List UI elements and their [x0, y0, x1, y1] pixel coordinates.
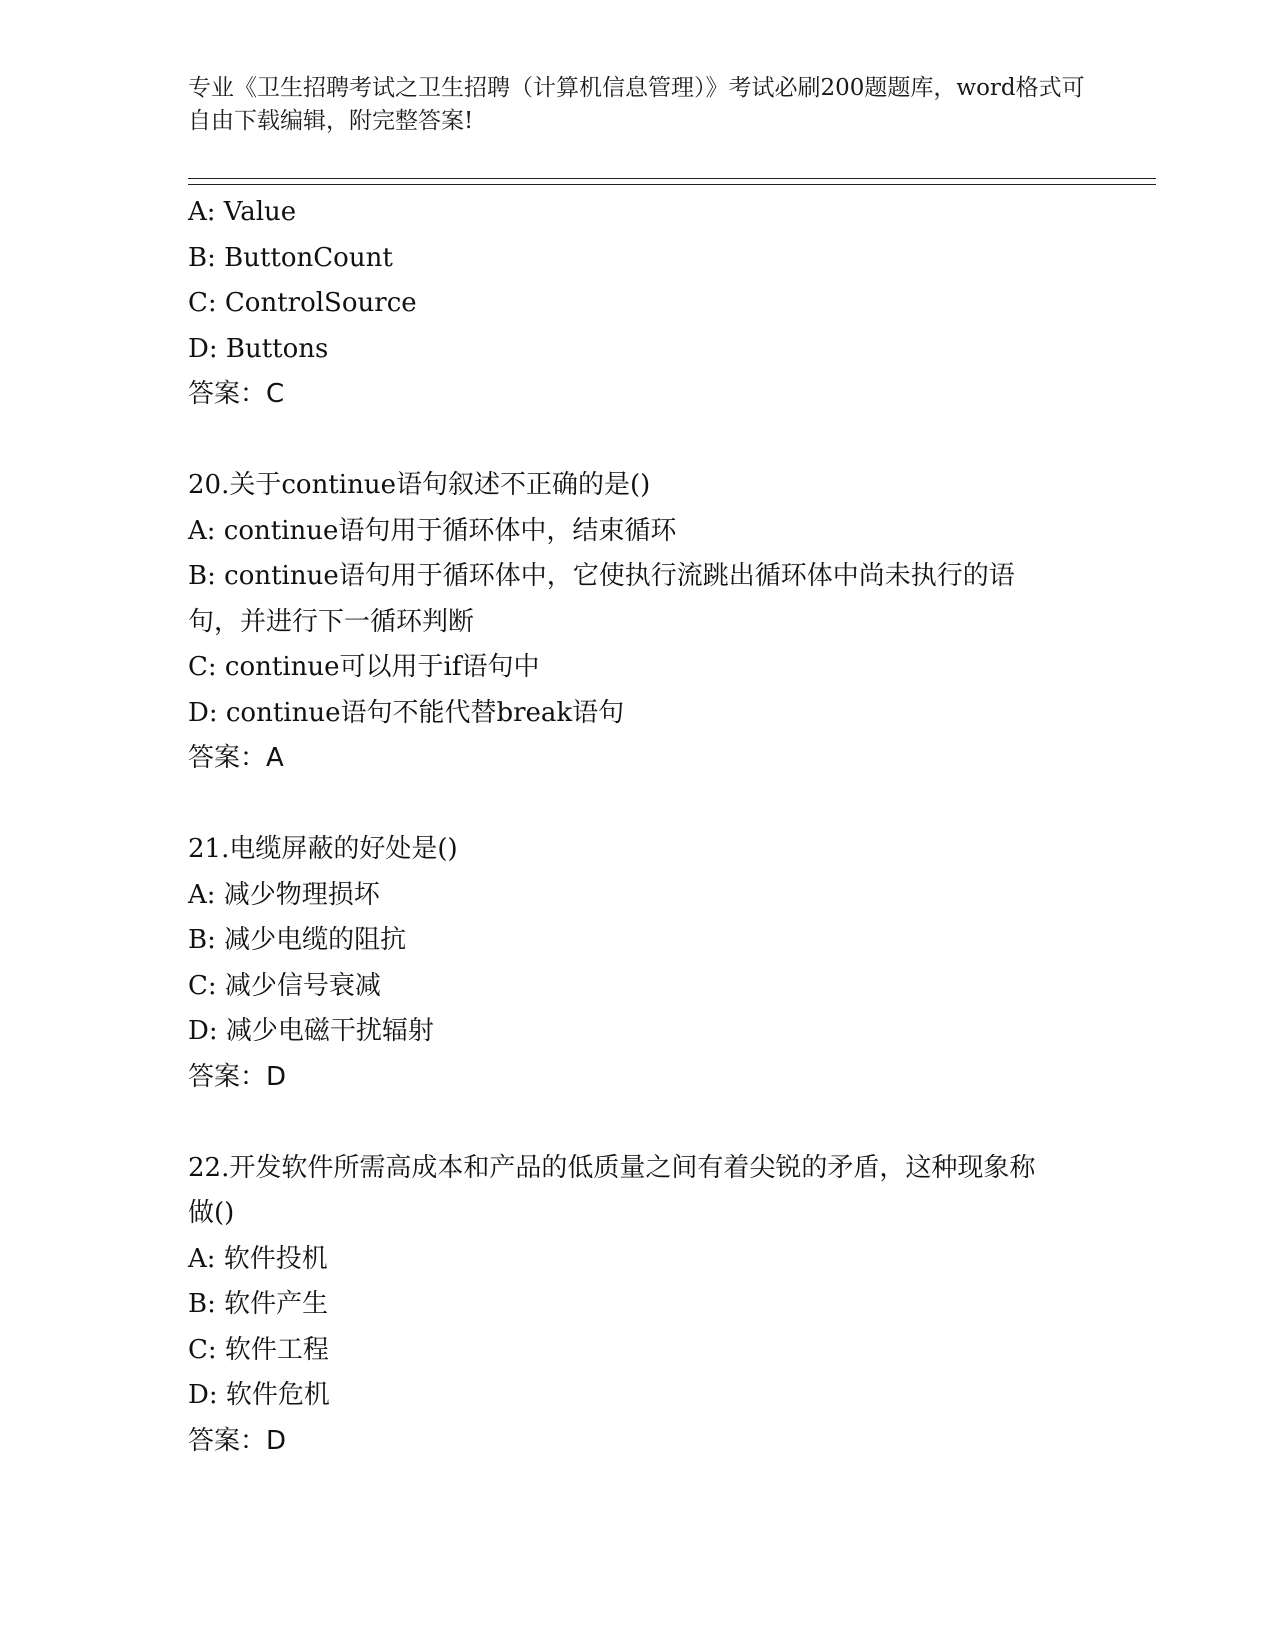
option-a: A: continue语句用于循环体中，结束循环 [188, 515, 677, 546]
option-d: D: Buttons [188, 333, 329, 364]
header-rule-bottom [188, 184, 1156, 185]
question-stem: 20.关于continue语句叙述不正确的是() [188, 470, 651, 500]
option-b: B: continue语句用于循环体中，它使执行流跳出循环体中尚未执行的语句，并进行下一循环判断 [188, 561, 1015, 637]
answer-line: 答案：D [188, 1425, 287, 1456]
option-a: A: Value [188, 197, 297, 227]
document-header: 专业《卫生招聘考试之卫生招聘（计算机信息管理）》考试必刷200题题库，word格式可自由下载编辑，附完整答案! [188, 75, 1085, 134]
option-b: B: 减少电缆的阻抗 [188, 925, 407, 955]
option-d: D: 减少电磁干扰辐射 [188, 1016, 434, 1046]
spacer [188, 418, 1088, 464]
option-c: C: 减少信号衰减 [188, 970, 381, 1001]
option-d: D: continue语句不能代替break语句 [188, 697, 625, 728]
question-19 [188, 190, 1088, 418]
header-rule-top [188, 178, 1156, 179]
question-stem: 22.开发软件所需高成本和产品的低质量之间有着尖锐的矛盾，这种现象称做() [188, 1152, 1036, 1228]
question-list [188, 190, 1088, 1464]
spacer [188, 782, 1088, 828]
spacer [188, 1100, 1088, 1146]
option-a: A: 软件投机 [188, 1243, 328, 1274]
option-b: B: 软件产生 [188, 1289, 329, 1319]
question-20 [188, 463, 1088, 782]
option-c: C: ControlSource [188, 288, 417, 318]
question-stem: 21.电缆屏蔽的好处是() [188, 834, 458, 864]
question-21 [188, 827, 1088, 1100]
option-d: D: 软件危机 [188, 1380, 330, 1410]
option-c: C: continue可以用于if语句中 [188, 652, 540, 682]
answer-line: 答案：A [188, 743, 284, 773]
option-a: A: 减少物理损坏 [188, 879, 380, 910]
option-c: C: 软件工程 [188, 1334, 329, 1365]
option-b: B: ButtonCount [188, 242, 393, 273]
question-22 [188, 1146, 1088, 1465]
answer-line: 答案：C [188, 379, 285, 409]
answer-line: 答案：D [188, 1061, 287, 1092]
